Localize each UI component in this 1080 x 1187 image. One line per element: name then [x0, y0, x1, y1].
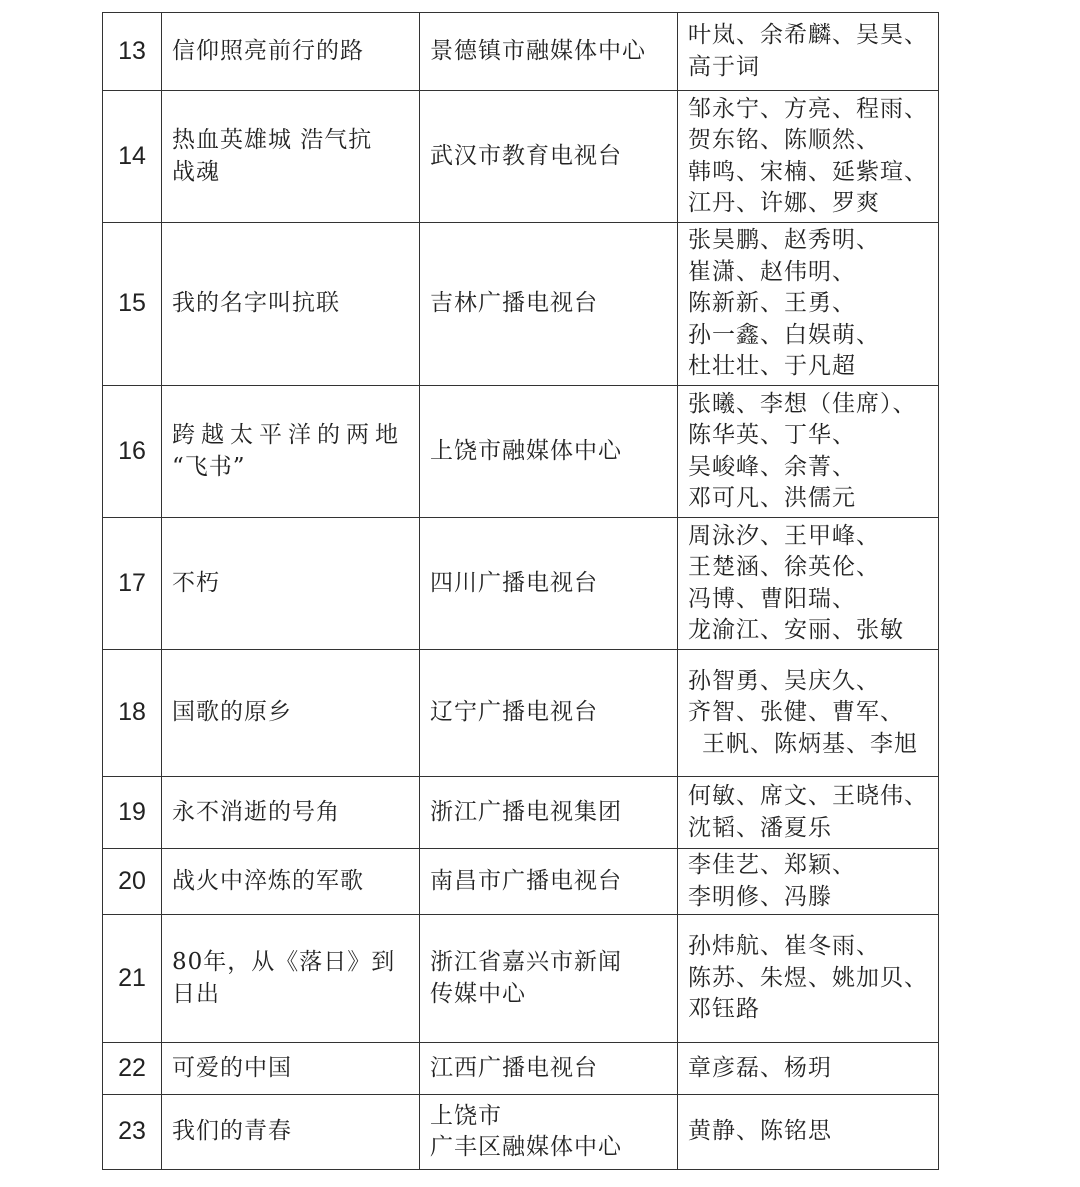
organization-line: 浙江省嘉兴市新闻 [430, 949, 622, 975]
organization-cell [420, 13, 678, 91]
table-row [103, 13, 939, 91]
row-number: 16 [103, 386, 162, 518]
row-number: 15 [103, 223, 162, 386]
organization-line: 辽宁广播电视台 [430, 699, 598, 726]
work-title-cell [162, 518, 420, 650]
creators-cell [678, 915, 939, 1043]
row-number: 14 [103, 91, 162, 223]
work-title-line: 80年，从《落日》到 [172, 949, 396, 975]
creators-cell [678, 777, 939, 849]
creators-line: 孙智勇、吴庆久、 [688, 667, 880, 694]
creators-cell [678, 1095, 939, 1170]
work-title-cell [162, 91, 420, 223]
creators-line: 陈苏、朱煜、姚加贝、 [688, 964, 928, 991]
organization-cell [420, 849, 678, 915]
organization-cell [420, 915, 678, 1043]
organization-line: 广丰区融媒体中心 [430, 1134, 622, 1160]
work-title-cell [162, 223, 420, 386]
creators-line: 韩鸣、宋楠、延紫瑄、 [688, 158, 928, 185]
creators-line: 周泳汐、王甲峰、 [688, 522, 880, 549]
creators-cell [678, 386, 939, 518]
work-title-line: 国歌的原乡 [172, 699, 292, 726]
work-title-line: 我的名字叫抗联 [172, 290, 340, 317]
award-table [102, 12, 939, 1170]
organization-cell [420, 223, 678, 386]
organization-cell [420, 650, 678, 777]
creators-line: 王楚涵、徐英伦、 [688, 554, 880, 580]
organization-line: 四川广播电视台 [430, 569, 598, 596]
creators-cell [678, 13, 939, 91]
row-number: 18 [103, 650, 162, 777]
table-row [103, 915, 939, 1043]
creators-line: 王帆、陈炳基、李旭 [702, 730, 918, 757]
row-number: 22 [103, 1043, 162, 1095]
work-title-cell [162, 777, 420, 849]
creators-line: 孙一鑫、白娱萌、 [688, 321, 880, 348]
organization-line: 上饶市融媒体中心 [430, 437, 622, 464]
work-title-line: 我们的青春 [172, 1118, 292, 1145]
creators-line: 沈韬、潘夏乐 [688, 814, 832, 841]
organization-cell [420, 91, 678, 223]
row-number: 19 [103, 777, 162, 849]
organization-line: 吉林广播电视台 [430, 290, 598, 317]
creators-line: 邓可凡、洪儒元 [688, 485, 856, 511]
creators-line: 高于词 [688, 53, 760, 80]
organization-cell [420, 386, 678, 518]
creators-line: 陈新新、王勇、 [688, 290, 856, 317]
creators-line: 李明修、冯滕 [688, 883, 832, 910]
creators-line: 黄静、陈铭思 [688, 1118, 832, 1145]
creators-line: 陈华英、丁华、 [688, 422, 856, 448]
organization-cell [420, 1095, 678, 1170]
creators-line: 邓钰路 [688, 996, 760, 1023]
creators-line: 杜壮壮、于凡超 [688, 353, 856, 380]
creators-cell [678, 849, 939, 915]
organization-line: 浙江广播电视集团 [430, 798, 622, 825]
row-number: 23 [103, 1095, 162, 1170]
creators-line: 叶岚、余希麟、吴昊、 [688, 22, 928, 48]
creators-line: 崔潇、赵伟明、 [688, 258, 856, 285]
work-title-line: 不朽 [172, 569, 220, 596]
organization-line: 景德镇市融媒体中心 [430, 37, 646, 64]
work-title-line: 日出 [172, 980, 220, 1007]
creators-line: 章彦磊、杨玥 [688, 1054, 832, 1081]
creators-line: 张昊鹏、赵秀明、 [688, 227, 880, 254]
table-row [103, 386, 939, 518]
organization-line: 武汉市教育电视台 [430, 142, 622, 169]
row-number: 20 [103, 849, 162, 915]
table-row [103, 1095, 939, 1170]
table-row [103, 849, 939, 915]
table-row [103, 518, 939, 650]
creators-line: 何敏、席文、王晓伟、 [688, 783, 928, 809]
creators-cell [678, 518, 939, 650]
organization-line: 南昌市广播电视台 [430, 867, 622, 894]
work-title-line: 热血英雄城 浩气抗 [172, 127, 373, 153]
table-row [103, 650, 939, 777]
table-body [103, 13, 939, 1170]
creators-cell [678, 223, 939, 386]
work-title-cell [162, 849, 420, 915]
work-title-cell [162, 1043, 420, 1095]
creators-cell [678, 1043, 939, 1095]
table-row [103, 91, 939, 223]
organization-line: 上饶市 [430, 1102, 502, 1129]
organization-cell [420, 777, 678, 849]
creators-line: 龙渝江、安丽、张敏 [688, 617, 904, 643]
organization-cell [420, 1043, 678, 1095]
work-title-cell [162, 650, 420, 777]
table-row [103, 223, 939, 386]
organization-cell [420, 518, 678, 650]
creators-line: 贺东铭、陈顺然、 [688, 127, 880, 153]
row-number: 13 [103, 13, 162, 91]
work-title-line: 跨越太平洋的两地 [172, 422, 404, 448]
work-title-cell [162, 915, 420, 1043]
row-number: 17 [103, 518, 162, 650]
organization-line: 江西广播电视台 [430, 1054, 598, 1081]
creators-line: 张曦、李想（佳席）、 [688, 390, 917, 417]
creators-cell [678, 650, 939, 777]
creators-line: 孙炜航、崔冬雨、 [688, 933, 880, 960]
row-number: 21 [103, 915, 162, 1043]
work-title-line: 信仰照亮前行的路 [172, 37, 364, 64]
work-title-line: 永不消逝的号角 [172, 798, 340, 825]
creators-cell [678, 91, 939, 223]
creators-line: 邹永宁、方亮、程雨、 [688, 95, 928, 122]
organization-line: 传媒中心 [430, 980, 526, 1007]
work-title-cell [162, 386, 420, 518]
work-title-line: 战魂 [172, 158, 220, 185]
work-title-cell [162, 1095, 420, 1170]
work-title-line: “飞书” [172, 453, 246, 480]
creators-line: 江丹、许娜、罗爽 [688, 190, 880, 216]
creators-line: 吴峻峰、余菁、 [688, 453, 856, 480]
work-title-line: 可爱的中国 [172, 1054, 292, 1081]
table-row [103, 1043, 939, 1095]
table-row [103, 777, 939, 849]
creators-line: 李佳艺、郑颖、 [688, 852, 856, 878]
creators-line: 齐智、张健、曹军、 [688, 699, 904, 726]
work-title-line: 战火中淬炼的军歌 [172, 867, 364, 894]
work-title-cell [162, 13, 420, 91]
creators-line: 冯博、曹阳瑞、 [688, 585, 856, 612]
